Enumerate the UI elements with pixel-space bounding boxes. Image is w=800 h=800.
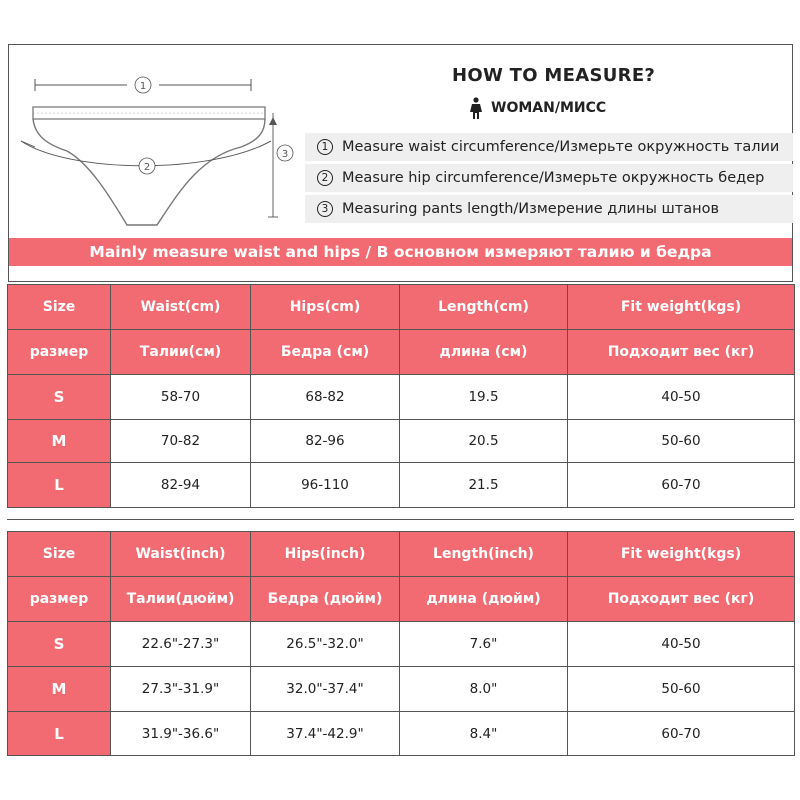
measure-steps-list (305, 133, 793, 226)
header-cell: Size (8, 532, 111, 577)
header-cell: Hips(inch) (251, 532, 400, 577)
step-text: Measuring pants length/Измерение длины штанов (342, 201, 720, 217)
table-cell: 58-70 (111, 375, 251, 420)
table-cell: 31.9"-36.6" (111, 712, 251, 756)
table-cell: 32.0"-37.4" (251, 667, 400, 712)
table-cell: 8.4" (400, 712, 568, 756)
table-row (8, 712, 795, 756)
guide-title: HOW TO MEASURE? (452, 65, 656, 86)
measure-banner: Mainly measure waist and hips / В основном измеряют талию и бедра (9, 238, 792, 266)
header-cell: длина (дюйм) (400, 577, 568, 622)
step-text: Measure hip circumference/Измерьте окружность бедер (342, 170, 765, 186)
table-cell: 70-82 (111, 420, 251, 463)
header-cell: Length(inch) (400, 532, 568, 577)
woman-category-label: WOMAN/МИСС (491, 100, 607, 116)
table-cell: 96-110 (251, 463, 400, 508)
marker-1-label: 1 (139, 81, 147, 92)
step-text: Measure waist circumference/Измерьте окружность талии (342, 139, 780, 155)
table-cell: 8.0" (400, 667, 568, 712)
step-item (305, 195, 793, 223)
table-cell: 21.5 (400, 463, 568, 508)
table-row (8, 463, 795, 508)
woman-icon (469, 97, 483, 119)
size-table-inch (7, 531, 795, 756)
header-cell: Fit weight(kgs) (568, 285, 795, 330)
step-item (305, 133, 793, 161)
header-cell: размер (8, 330, 111, 375)
step-number: 1 (317, 139, 333, 155)
table-cell: 27.3"-31.9" (111, 667, 251, 712)
size-cell: L (8, 712, 111, 756)
table-cell: 22.6"-27.3" (111, 622, 251, 667)
table-header-row-ru (8, 330, 795, 375)
table-row (8, 420, 795, 463)
marker-3-label: 3 (281, 149, 289, 160)
size-cell: S (8, 622, 111, 667)
header-cell: Талии(см) (111, 330, 251, 375)
step-number: 3 (317, 201, 333, 217)
size-cell: S (8, 375, 111, 420)
table-cell: 19.5 (400, 375, 568, 420)
header-cell: Size (8, 285, 111, 330)
table-cell: 26.5"-32.0" (251, 622, 400, 667)
table-header-row-ru (8, 577, 795, 622)
table-cell: 7.6" (400, 622, 568, 667)
table-row (8, 622, 795, 667)
header-cell: Подходит вес (кг) (568, 330, 795, 375)
step-number: 2 (317, 170, 333, 186)
header-cell: Fit weight(kgs) (568, 532, 795, 577)
table-row (8, 667, 795, 712)
header-cell: длина (см) (400, 330, 568, 375)
size-cell: M (8, 667, 111, 712)
table-header-row-en (8, 532, 795, 577)
marker-2-label: 2 (143, 162, 151, 173)
header-cell: Бедра (см) (251, 330, 400, 375)
woman-category (469, 97, 606, 119)
table-row (8, 375, 795, 420)
header-cell: Waist(inch) (111, 532, 251, 577)
table-cell: 20.5 (400, 420, 568, 463)
header-cell: Length(cm) (400, 285, 568, 330)
section-divider (7, 519, 794, 520)
table-header-row-en (8, 285, 795, 330)
header-cell: Талии(дюйм) (111, 577, 251, 622)
table-cell: 40-50 (568, 375, 795, 420)
step-item (305, 164, 793, 192)
panty-diagram (9, 45, 309, 235)
header-cell: Waist(cm) (111, 285, 251, 330)
table-cell: 82-96 (251, 420, 400, 463)
header-cell: размер (8, 577, 111, 622)
header-cell: Подходит вес (кг) (568, 577, 795, 622)
header-cell: Hips(cm) (251, 285, 400, 330)
header-cell: Бедра (дюйм) (251, 577, 400, 622)
size-cell: L (8, 463, 111, 508)
table-cell: 60-70 (568, 712, 795, 756)
size-table-cm (7, 284, 795, 508)
table-cell: 37.4"-42.9" (251, 712, 400, 756)
table-cell: 60-70 (568, 463, 795, 508)
measure-guide-panel (8, 44, 793, 282)
size-cell: M (8, 420, 111, 463)
table-cell: 40-50 (568, 622, 795, 667)
table-cell: 50-60 (568, 667, 795, 712)
table-cell: 50-60 (568, 420, 795, 463)
table-cell: 68-82 (251, 375, 400, 420)
table-cell: 82-94 (111, 463, 251, 508)
